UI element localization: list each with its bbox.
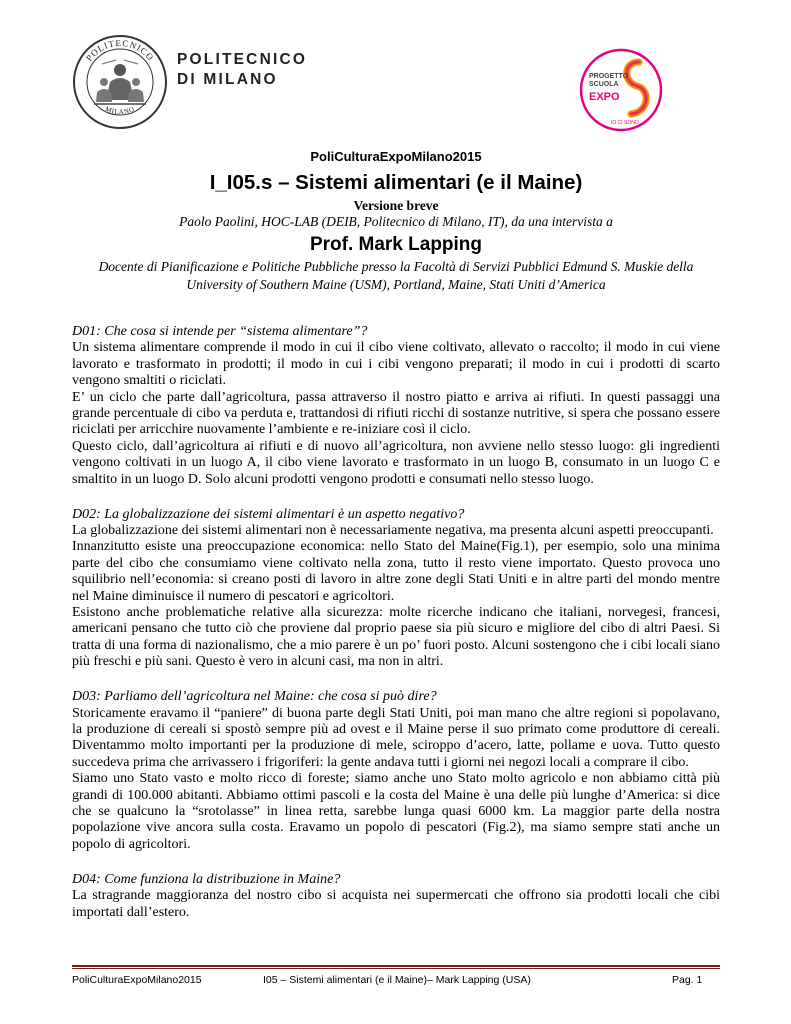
- svg-text:POLITECNICO: [84, 38, 156, 63]
- question-d01: D01: Che cosa si intende per “sistema alimentare”?: [72, 324, 368, 339]
- answer-paragraph: La globalizzazione dei sistemi alimentari non è necessariamente negativa, ma presenta alcuni aspetti preoccupanti.: [72, 522, 714, 538]
- seal-text-top: POLITECNICO: [83, 37, 157, 63]
- interview-body: [72, 324, 720, 939]
- footer-document-title: I05 – Sistemi alimentari (e il Maine)– Mark Lapping (USA): [263, 974, 531, 986]
- answer-paragraph: Esistono anche problematiche relative alla sicurezza: molte ricerche indicano che italiani, norvegesi, francesi, americani pensano che tutto ciò che proviene dal proprio paese sia più sicuro e migliore del cibo di altri Paesi. Si tratta di una forma di nazionalismo, che a mio parere è un po’ fuori posto. Alcuni sostengono che i cibi locali siano più freschi e più sani. Questo è vero in alcuni casi, ma non in altri.: [72, 605, 720, 670]
- expo-line-1: PROGETTO: [589, 73, 629, 80]
- institution-name: [177, 50, 307, 90]
- footer-divider-thin: [72, 968, 720, 969]
- qa-section-d04: [72, 872, 720, 921]
- qa-section-d03: [72, 689, 720, 853]
- answer-paragraph: Un sistema alimentare comprende il modo in cui il cibo viene coltivato, allevato o raccolto; il modo in cui viene lavorato e trasformato in prodotti; il modo in cui i cibi vengono preparati; il modo in cui i prodotti di scarto vengono smaltiti o riciclati.: [72, 340, 720, 389]
- footer-series: PoliCulturaExpoMilano2015: [72, 974, 202, 986]
- expo-brand: EXPO: [589, 91, 620, 103]
- expo-scuola-badge-icon: [579, 48, 663, 132]
- footer-page-number: Pag. 1: [672, 974, 703, 986]
- version-label: Versione breve: [353, 198, 439, 213]
- answer-paragraph: La stragrande maggioranza del nostro cibo si acquista nei supermercati che offrono sia prodotti locali che cibi importati dall’estero.: [72, 888, 720, 920]
- qa-section-d01: [72, 324, 720, 488]
- interviewee-affiliation: Docente di Pianificazione e Politiche Pubbliche presso la Facoltà di Servizi Pubblici Edmund S. Muskie della University of Southern Maine (USM), Portland, Maine, Stati Uniti d’America: [98, 259, 694, 292]
- answer-paragraph: Questo ciclo, dall’agricoltura ai rifiuti e di nuovo all’agricoltura, non avviene nello stesso luogo: gli ingredienti vengono coltivati in un luogo A, il cibo viene lavorato e trasformato in un luogo B, consumato in un luogo C e smaltito in un luogo D. Solo alcuni prodotti vengono prodotti e consumati nello stesso luogo.: [72, 438, 720, 487]
- series-name: PoliCulturaExpoMilano2015: [310, 149, 482, 164]
- document-title: I_I05.s – Sistemi alimentari (e il Maine): [209, 171, 583, 194]
- institution-line-1: POLITECNICO: [177, 51, 308, 68]
- answer-paragraph: E’ un ciclo che parte dall’agricoltura, passa attraverso il nostro piatto e arriva ai rifiuti. In questi passaggi una grande percentuale di cibo va perduta e, trattandosi di rifiuti ricchi di sostanze nutritive, si spera che possano essere riciclati per arricchire nuovamente l’ambiente e re-iniziare così il ciclo.: [72, 389, 720, 438]
- question-d04: D04: Come funziona la distribuzione in Maine?: [72, 871, 341, 887]
- expo-line-2: SCUOLA: [589, 81, 619, 88]
- question-d03: D03: Parliamo dell’agricoltura nel Maine: che cosa si può dire?: [72, 689, 437, 705]
- footer-divider: [72, 965, 720, 967]
- qa-section-d02: [72, 507, 720, 671]
- svg-text:MILANO: [104, 105, 136, 116]
- politecnico-seal-icon: [72, 34, 168, 130]
- answer-paragraph: Storicamente eravamo il “paniere” di buona parte degli Stati Uniti, poi man mano che altre regioni si popolavano, la produzione di cereali si spostò sempre più ad ovest e il Maine perse il suo primato come produttore di cereali. Diventammo molto importanti per la produzione di mele, sciroppo d’acero, latte, pollame e uova. Tutto questo succedeva prima che arrivassero i frigoriferi: la gente andava tutti i giorni nei negozi locali a comprare il cibo.: [72, 705, 720, 770]
- interviewee-name: Prof. Mark Lapping: [309, 234, 483, 255]
- question-d02: D02: La globalizzazione dei sistemi alimentari è un aspetto negativo?: [72, 506, 465, 522]
- institution-line-2: DI MILANO: [177, 71, 278, 88]
- politecnico-logo: [72, 34, 308, 130]
- expo-tagline: IO CI SONO: [611, 120, 639, 126]
- author-line: Paolo Paolini, HOC-LAB (DEIB, Politecnico di Milano, IT), da una intervista a: [179, 214, 613, 229]
- seal-text-bottom: MILANO: [104, 105, 136, 117]
- answer-paragraph: Innanzitutto esiste una preoccupazione economica: nello Stato del Maine(Fig.1), per esempio, solo una minima parte del cibo che consumiamo viene coltivato nella zona, tutto il resto viene importato. Questo provoca uno squilibrio nell’economia: si creano posti di lavoro in altre zone degli Stati Uniti e in altre parti del mondo mentre nel Maine diminuisce il numero di pescatori e agricoltori.: [72, 539, 720, 604]
- answer-paragraph: Siamo uno Stato vasto e molto ricco di foreste; siamo anche uno Stato molto agricolo e non abbiamo città più grandi di 100.000 abitanti. Abbiamo ottimi pascoli e la costa del Maine è una delle più lunghe d’America: si dice che se qualcuno la “srotolasse” in linea retta, sarebbe lunga quasi 6000 km. La maggior parte della nostra popolazione vive ancora sulla costa. Eravamo un popolo di pescatori (Fig.2), ma siamo sempre stati anche un popolo di agricoltori.: [72, 771, 720, 852]
